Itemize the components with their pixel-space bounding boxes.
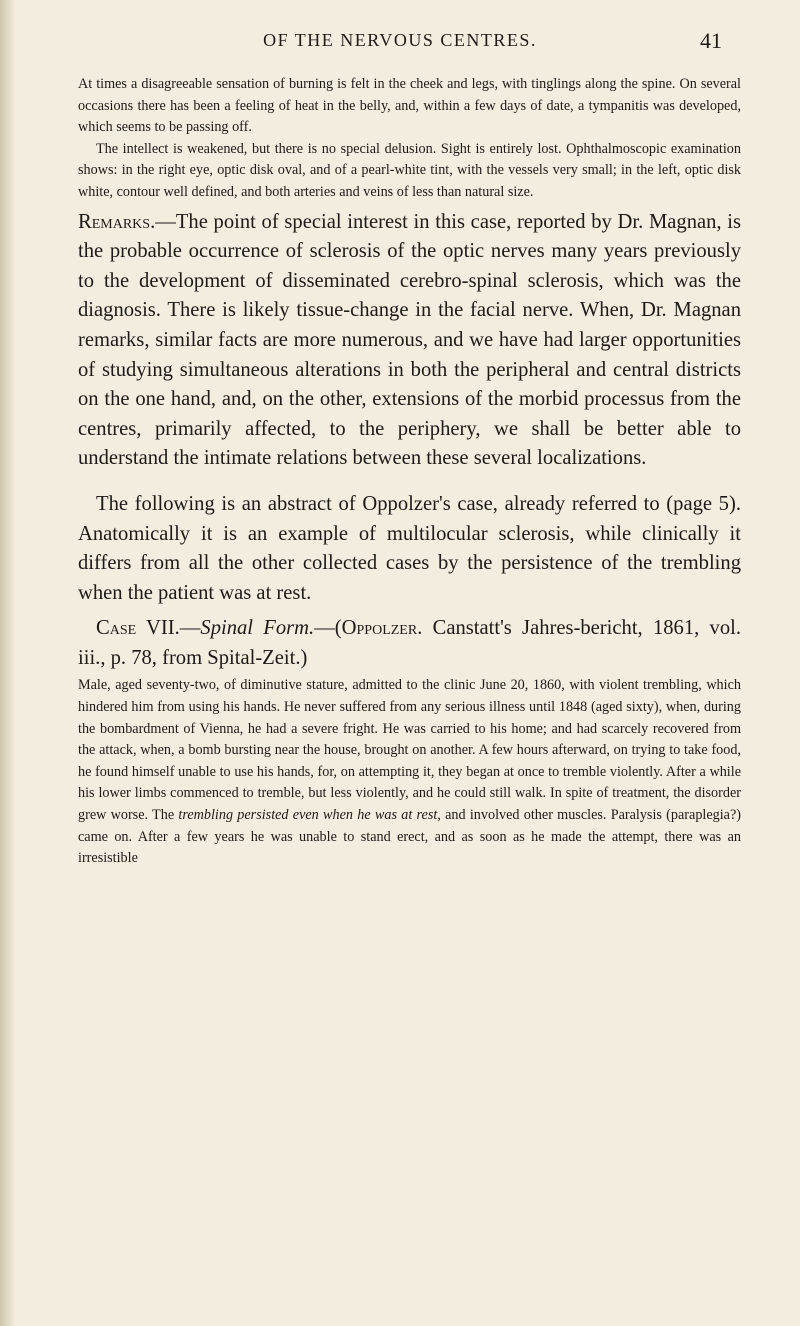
remarks-label: Remarks.: [78, 210, 156, 233]
page-edge-shadow: [0, 0, 14, 1326]
page-header: [0, 30, 800, 60]
case-history-text: [78, 675, 741, 869]
page-body: [78, 74, 741, 870]
case-text-part-2: and involved other muscles. Paralysis (paraplegia?) came on. After a few years he was unable to stand erect, and as soon as he made the attempt, there was an irresistible: [78, 807, 742, 867]
case-text-italic: trembling persisted even when he was at rest,: [178, 807, 441, 824]
case-label: Case VII.: [96, 617, 180, 640]
case-dash: —: [179, 617, 201, 640]
case-text-part-1: Male, aged seventy-two, of diminutive stature, admitted to the clinic June 20, 1860, with violent trembling, which hindered him from using his hands. He never suffered from any serious illness until 1848 (aged sixty), when, during the bombardment of Vienna, he had a severe fright. He was carried to his home; and had scarcely recovered from the attack, when, a bomb bursting near the house, brought on another. A few hours afterward, on trying to take food, he found himself unable to use his hands, for, on attempting it, they began at once to tremble violently. After a while his lower limbs commenced to tremble, but less violently, and he could still walk. In spite of treatment, the disorder grew worse. The: [78, 677, 741, 824]
remarks-text: —The point of special interest in this case, reported by Dr. Magnan, is the probable occurrence of sclerosis of the optic nerves many years previously to the development of disseminated cerebro-spinal sclerosis, which was the diagnosis. There is likely tissue-change in the facial nerve. When, Dr. Magnan remarks, similar facts are more numerous, and we have had larger opportunities of studying simultaneous alterations in both the peripheral and central districts on the one hand, and, on the other, extensions of the morbid processus from the centres, primarily affected, to the periphery, we shall be better able to understand the intimate relations between these several localizations.: [78, 210, 741, 470]
paragraph-intellect-sight: The intellect is weakened, but there is no special delusion. Sight is entirely lost. Ophthalmoscopic examination shows: in the right eye, optic disk oval, and of a pearl-white tint, with the vessels very small; in the left, optic disk white, contour well defined, and both arteries and veins of less than natural size.: [78, 140, 741, 200]
paragraph-oppolzer-abstract: The following is an abstract of Oppolzer's case, already referred to (page 5). Anatomically it is an example of multilocular sclerosis, while clinically it differs from all the other collected cases by the persistence of the trembling when the patient was at rest.: [78, 492, 741, 604]
case-title: Spinal Form.: [200, 617, 315, 640]
page-number: 41: [700, 28, 722, 53]
paragraph-remarks: [78, 208, 741, 474]
case-source-open: —(: [314, 617, 342, 640]
case-heading: [78, 614, 741, 673]
case-source: Canstatt's Jahres-bericht, 1861, vol. iii., p. 78, from Spital-Zeit.): [78, 617, 741, 669]
paragraph-burning-sensation: At times a disagreeable sensation of burning is felt in the cheek and legs, with tinglings along the spine. On several occasions there has been a feeling of heat in the belly, and, within a few days of date, a tympanitis was developed, which seems to be passing off.: [78, 76, 741, 136]
running-head: OF THE NERVOUS CENTRES.: [263, 30, 537, 50]
case-author: Oppolzer.: [341, 617, 423, 640]
